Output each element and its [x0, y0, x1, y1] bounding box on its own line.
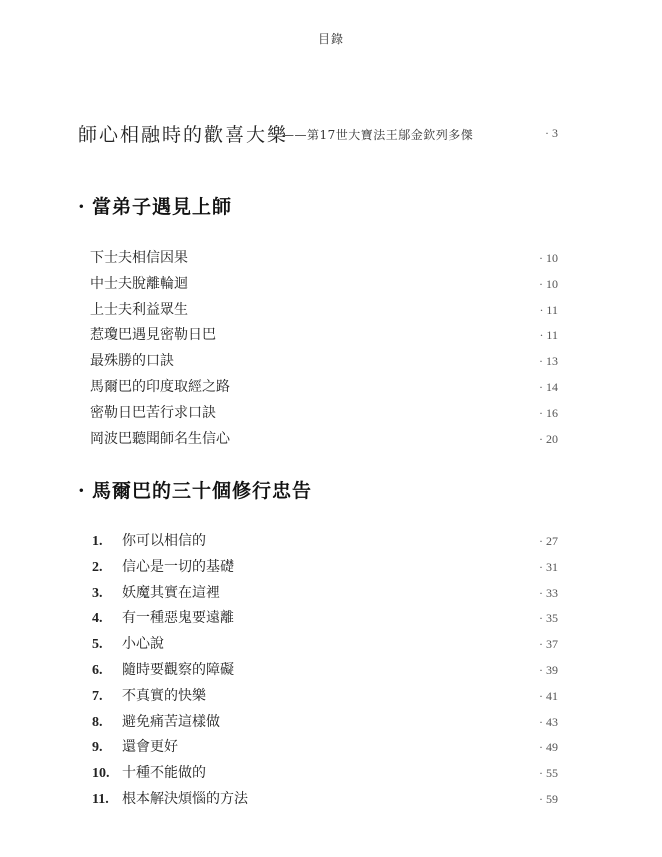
- section-when-disciple-meets-guru: [78, 194, 558, 452]
- entry-title: 不真實的快樂: [122, 687, 206, 704]
- toc-entry[interactable]: [78, 658, 558, 684]
- entry-list: [78, 529, 558, 813]
- entry-page-number: · 39: [539, 662, 558, 677]
- entry-title: 惹瓊巴遇見密勒日巴: [90, 327, 216, 344]
- entry-page-number: · 20: [539, 431, 558, 446]
- toc-entry[interactable]: [78, 710, 558, 736]
- entry-title: 妖魔其實在這裡: [122, 584, 220, 601]
- entry-title: 信心是一切的基礎: [122, 558, 234, 575]
- toc-entry[interactable]: [78, 684, 558, 710]
- preface-page-number: · 3: [545, 126, 558, 140]
- entry-number: 7.: [92, 688, 103, 704]
- entry-page-number: · 43: [539, 714, 558, 729]
- toc-entry[interactable]: [78, 761, 558, 787]
- entry-title: 避免痛苦這樣做: [122, 713, 220, 730]
- toc-entry[interactable]: [78, 581, 558, 607]
- toc-entry[interactable]: [78, 272, 558, 298]
- entry-title: 根本解決煩惱的方法: [122, 790, 248, 807]
- entry-title: 下士夫相信因果: [90, 250, 188, 266]
- toc-entry[interactable]: [78, 349, 558, 375]
- entry-page-number: · 33: [539, 585, 558, 600]
- entry-page-number: · 11: [539, 328, 558, 343]
- entry-number: 6.: [92, 662, 103, 678]
- entry-page-number: · 37: [539, 637, 558, 652]
- entry-page-number: · 13: [539, 354, 558, 369]
- section-title: [78, 194, 558, 220]
- entry-page-number: · 31: [539, 559, 558, 574]
- toc-entry[interactable]: [78, 606, 558, 632]
- entry-page-number: · 49: [539, 740, 558, 755]
- entry-title: 上士夫利益眾生: [90, 301, 188, 318]
- toc-entry[interactable]: [78, 735, 558, 761]
- entry-page-number: · 10: [539, 251, 558, 265]
- entry-title: 岡波巴聽聞師名生信心: [90, 430, 230, 447]
- entry-number: 11.: [92, 791, 109, 807]
- toc-entry[interactable]: [78, 787, 558, 813]
- entry-title: 最殊勝的口訣: [90, 353, 174, 370]
- preface-byline: ——第17世大寶法王鄔金欽列多傑: [282, 128, 474, 142]
- bullet-dot-icon: ·: [78, 196, 86, 218]
- toc-entry[interactable]: [78, 401, 558, 427]
- entry-number: 9.: [92, 740, 103, 756]
- entry-page-number: · 10: [539, 276, 558, 291]
- entry-title: 還會更好: [122, 739, 178, 756]
- section-title: [78, 478, 558, 504]
- entry-page-number: · 14: [539, 379, 558, 394]
- toc-entry[interactable]: [78, 246, 558, 272]
- entry-number: 2.: [92, 559, 103, 575]
- entry-title: 中士夫脫離輪迴: [90, 275, 188, 292]
- entry-page-number: · 35: [539, 611, 558, 626]
- entry-title: 馬爾巴的印度取經之路: [90, 378, 230, 395]
- entry-page-number: · 59: [539, 791, 558, 806]
- entry-number: 5.: [92, 637, 103, 653]
- section-title-text: 當弟子遇見上師: [92, 196, 233, 218]
- section-title-text: 馬爾巴的三十個修行忠告: [92, 480, 313, 502]
- entry-number: 3.: [92, 585, 103, 601]
- entry-title: 隨時要觀察的障礙: [122, 661, 234, 678]
- page-header-title: 目錄: [317, 32, 344, 46]
- entry-page-number: · 11: [539, 302, 558, 317]
- entry-title: 小心說: [122, 636, 164, 653]
- bullet-dot-icon: ·: [78, 480, 86, 502]
- entry-title: 十種不能做的: [122, 765, 206, 782]
- toc-entry[interactable]: [78, 427, 558, 453]
- toc-entry[interactable]: [78, 298, 558, 324]
- entry-number: 4.: [92, 611, 103, 627]
- toc-entry[interactable]: [78, 529, 558, 555]
- section-marpa-thirty-advices: [78, 478, 558, 813]
- entry-page-number: · 41: [539, 688, 558, 703]
- entry-page-number: · 16: [539, 405, 558, 420]
- preface-entry[interactable]: [78, 120, 558, 146]
- toc-entry[interactable]: [78, 375, 558, 401]
- toc-entry[interactable]: [78, 323, 558, 349]
- entry-title: 你可以相信的: [122, 533, 206, 549]
- entry-list: [78, 246, 558, 452]
- entry-title: 有一種惡鬼要遠離: [122, 610, 234, 627]
- toc-entry[interactable]: [78, 555, 558, 581]
- entry-number: 8.: [92, 714, 103, 730]
- preface-title: 師心相融時的歡喜大樂: [78, 124, 289, 146]
- entry-number: 1.: [92, 534, 103, 549]
- toc-entry[interactable]: [78, 632, 558, 658]
- entry-page-number: · 55: [539, 766, 558, 781]
- entry-title: 密勒日巴苦行求口訣: [90, 404, 216, 421]
- entry-number: 10.: [92, 766, 110, 782]
- entry-page-number: · 27: [539, 534, 558, 548]
